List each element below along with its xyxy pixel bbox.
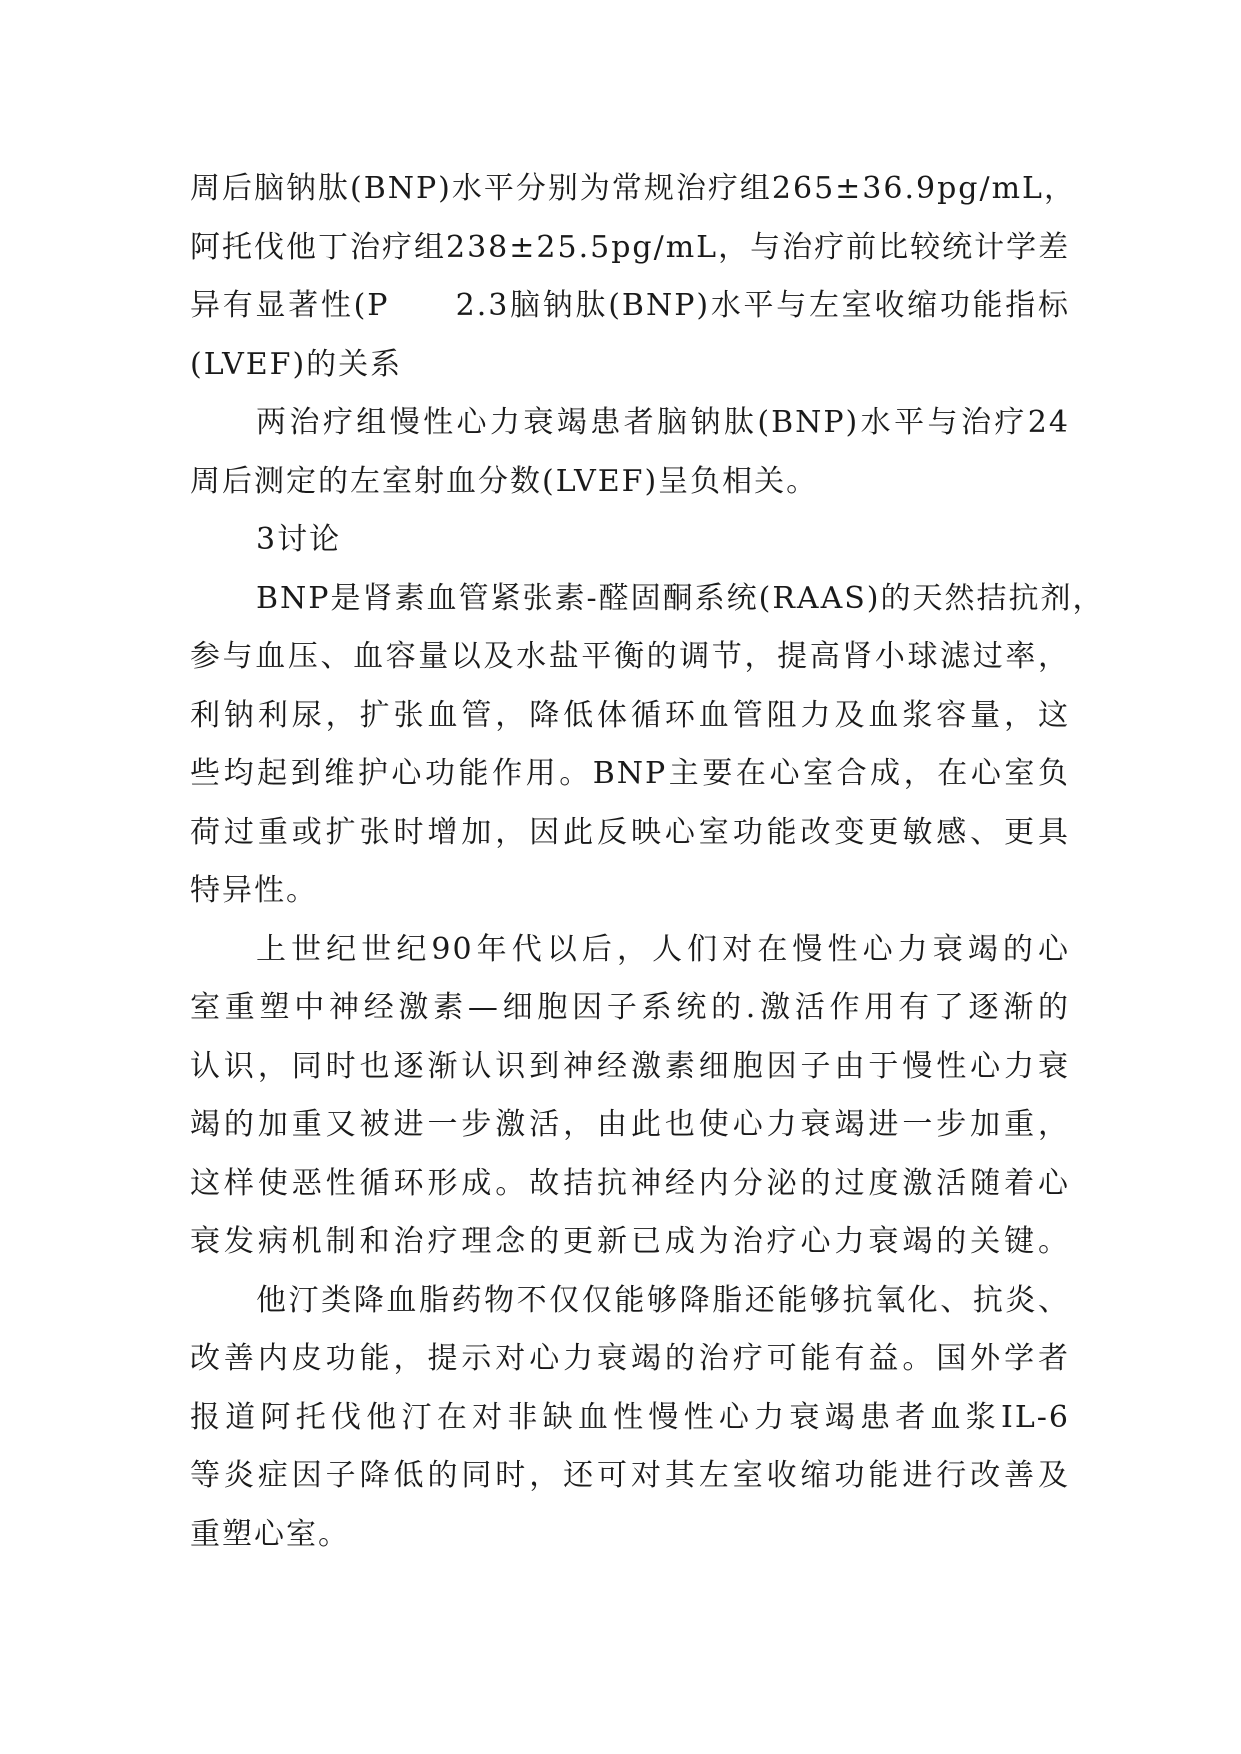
text-line: 改善内皮功能，提示对心力衰竭的治疗可能有益。国外学者 [190,1341,1070,1376]
text-line: 衰发病机制和治疗理念的更新已成为治疗心力衰竭的关键。 [190,1224,1070,1259]
text-line: 报道阿托伐他汀在对非缺血性慢性心力衰竭患者血浆IL-6 [190,1399,1070,1435]
text-line: 参与血压、血容量以及水盐平衡的调节，提高肾小球滤过率， [190,639,1070,674]
text-line: 异有显著性(P 2.3脑钠肽(BNP)水平与左室收缩功能指标 [190,288,1070,323]
paragraph-first-line: 上世纪世纪90年代以后，人们对在慢性心力衰竭的心 [256,931,1070,967]
document-body [190,160,1105,1564]
text-line: 这样使恶性循环形成。故拮抗神经内分泌的过度激活随着心 [190,1165,1070,1201]
text-line: 认识，同时也逐渐认识到神经激素细胞因子由于慢性心力衰 [190,1048,1070,1084]
text-line: 周后测定的左室射血分数(LVEF)呈负相关。 [190,463,819,499]
text-line: 竭的加重又被进一步激活，由此也使心力衰竭进一步加重， [190,1107,1070,1142]
text-line: 阿托伐他丁治疗组238±25.5pg/mL，与治疗前比较统计学差 [190,229,1071,265]
text-line: 利钠利尿，扩张血管，降低体循环血管阻力及血浆容量，这 [190,697,1070,733]
text-line: 周后脑钠肽(BNP)水平分别为常规治疗组265±36.9pg/mL， [190,171,1076,206]
paragraph-first-line: BNP是肾素血管紧张素-醛固酮系统(RAAS)的天然拮抗剂， [256,580,1105,616]
text-line: 等炎症因子降低的同时，还可对其左室收缩功能进行改善及 [190,1458,1070,1493]
text-line: (LVEF)的关系 [190,346,403,382]
text-line: 重塑心室。 [190,1516,350,1552]
text-line: 些均起到维护心功能作用。BNP主要在心室合成，在心室负 [190,756,1070,791]
text-line: 室重塑中神经激素—细胞因子系统的.激活作用有了逐渐的 [190,990,1070,1025]
text-line: 荷过重或扩张时增加，因此反映心室功能改变更敏感、更具 [190,814,1070,850]
section-heading: 3讨论 [256,522,342,557]
paragraph-first-line: 他汀类降血脂药物不仅仅能够降脂还能够抗氧化、抗炎、 [256,1282,1070,1318]
text-line: 特异性。 [190,873,318,908]
paragraph-first-line: 两治疗组慢性心力衰竭患者脑钠肽(BNP)水平与治疗24 [256,405,1070,440]
